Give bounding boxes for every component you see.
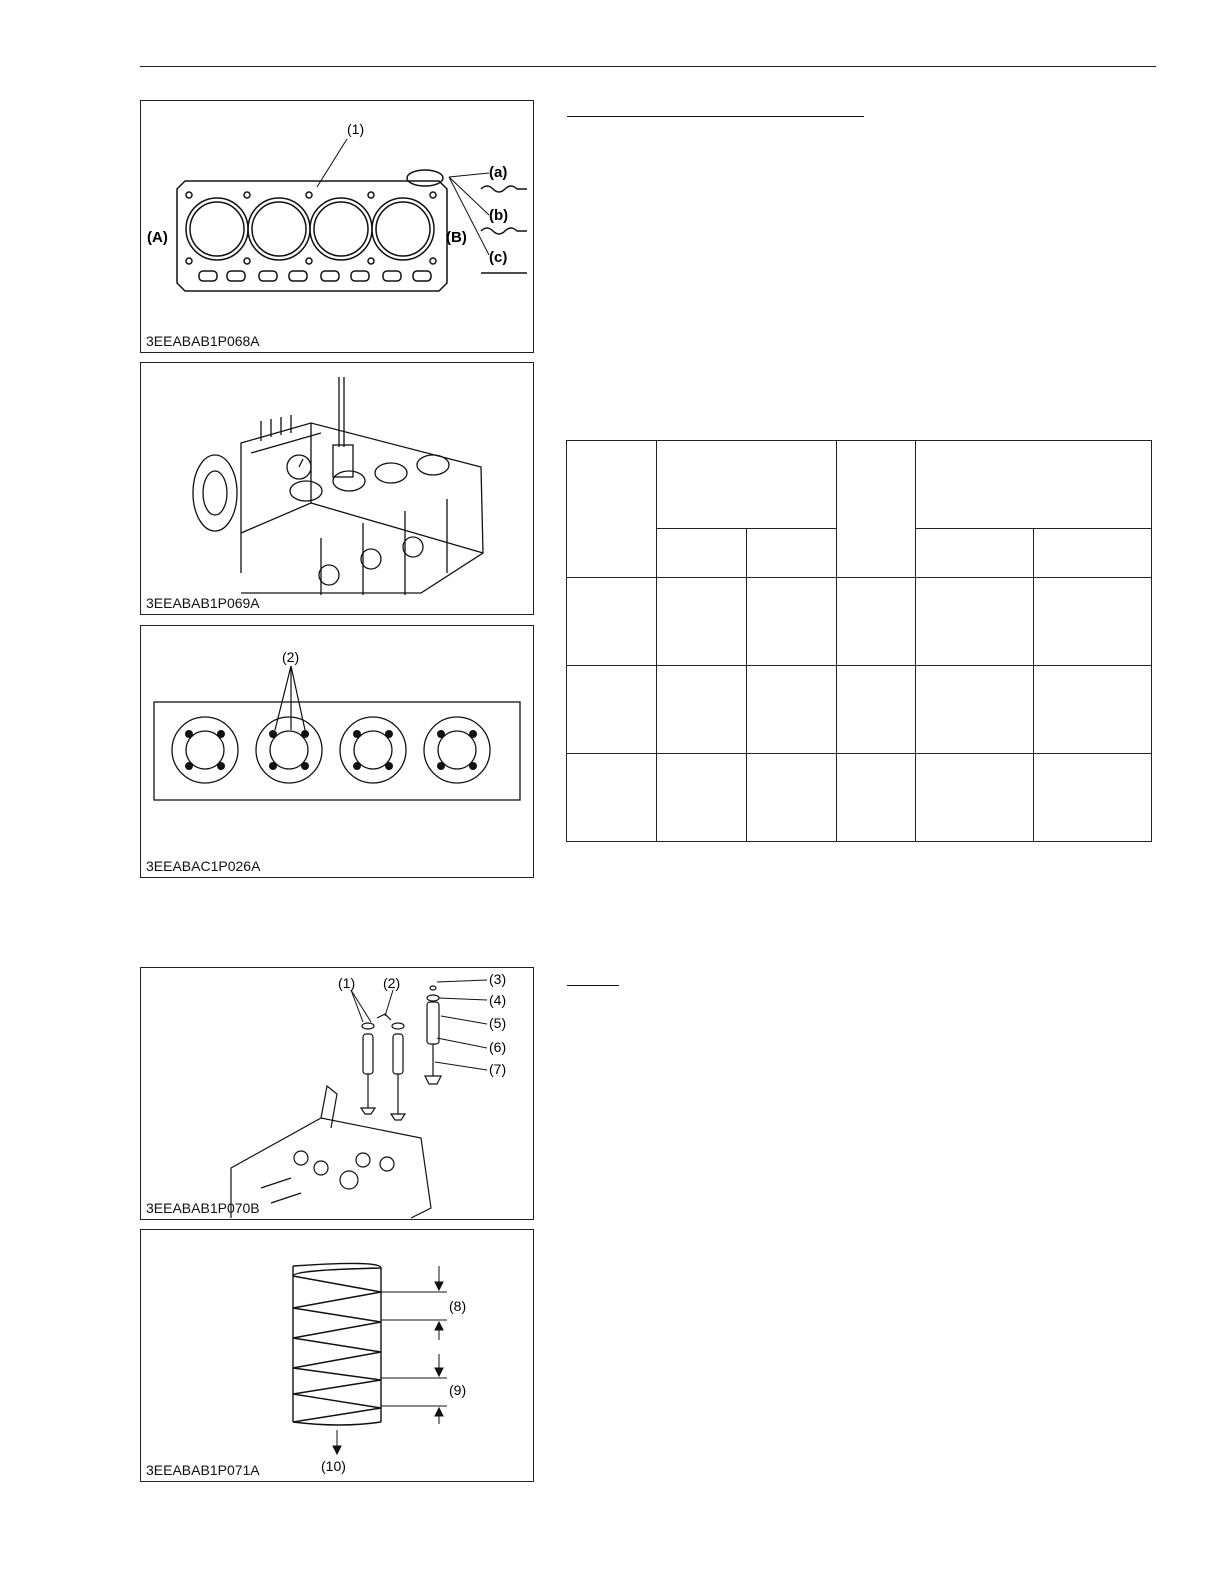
figure-valve-spring [140,1229,534,1482]
spec-cell [657,754,747,842]
figure-code: 3EEABAC1P026A [146,858,261,874]
figure-code: 3EEABAB1P070B [146,1200,260,1216]
callout-8: (8) [449,1298,467,1314]
spec-cell [567,578,657,666]
spec-cell [567,754,657,842]
callout-2: (2) [383,975,401,991]
spec-table [566,440,1152,842]
spec-cell [567,441,657,578]
cylinder-positions-drawing [141,626,533,877]
valve-assembly-drawing [141,968,533,1219]
spec-cell [837,666,916,754]
spec-cell [1034,754,1152,842]
callout-b: (b) [489,207,509,224]
subsection-heading-rule [567,985,619,986]
spec-cell [916,578,1034,666]
spec-cell [747,529,837,578]
valve-spring-drawing [141,1230,533,1481]
callout-a: (a) [489,164,508,181]
callout-c: (c) [489,249,508,266]
callout-4: (4) [489,992,507,1008]
spec-cell [657,529,747,578]
spec-cell [1034,529,1152,578]
header-rule [140,66,1156,67]
callout-6: (6) [489,1039,507,1055]
spec-cell [837,441,916,578]
figure-head-gasket [140,100,534,353]
figure-code: 3EEABAB1P068A [146,333,260,349]
spec-cell [916,529,1034,578]
spec-cell [837,754,916,842]
spec-cell [747,754,837,842]
spec-cell [837,578,916,666]
figure-code: 3EEABAB1P071A [146,1462,260,1478]
callout-7: (7) [489,1061,507,1077]
figure-cylinder-positions [140,625,534,878]
spec-cell [1034,578,1152,666]
spec-cell [747,666,837,754]
spec-cell [747,578,837,666]
callout-2: (2) [282,649,300,665]
callout-10: (10) [321,1458,346,1474]
engine-gauge-drawing [141,363,533,614]
spec-cell [916,754,1034,842]
callout-1: (1) [338,975,356,991]
spec-cell [657,441,837,529]
figure-code: 3EEABAB1P069A [146,595,260,611]
callout-A: (A) [147,229,168,246]
section-heading-rule [567,116,864,117]
spec-cell [1034,666,1152,754]
callout-B: (B) [446,229,467,246]
callout-9: (9) [449,1382,467,1398]
callout-5: (5) [489,1015,507,1031]
callout-1: (1) [347,121,365,137]
spec-cell [567,666,657,754]
spec-cell [657,666,747,754]
head-gasket-drawing [141,101,533,352]
spec-cell [657,578,747,666]
callout-3: (3) [489,971,507,987]
spec-cell [916,666,1034,754]
figure-valve-assembly [140,967,534,1220]
figure-engine-gauge [140,362,534,615]
spec-cell [916,441,1152,529]
